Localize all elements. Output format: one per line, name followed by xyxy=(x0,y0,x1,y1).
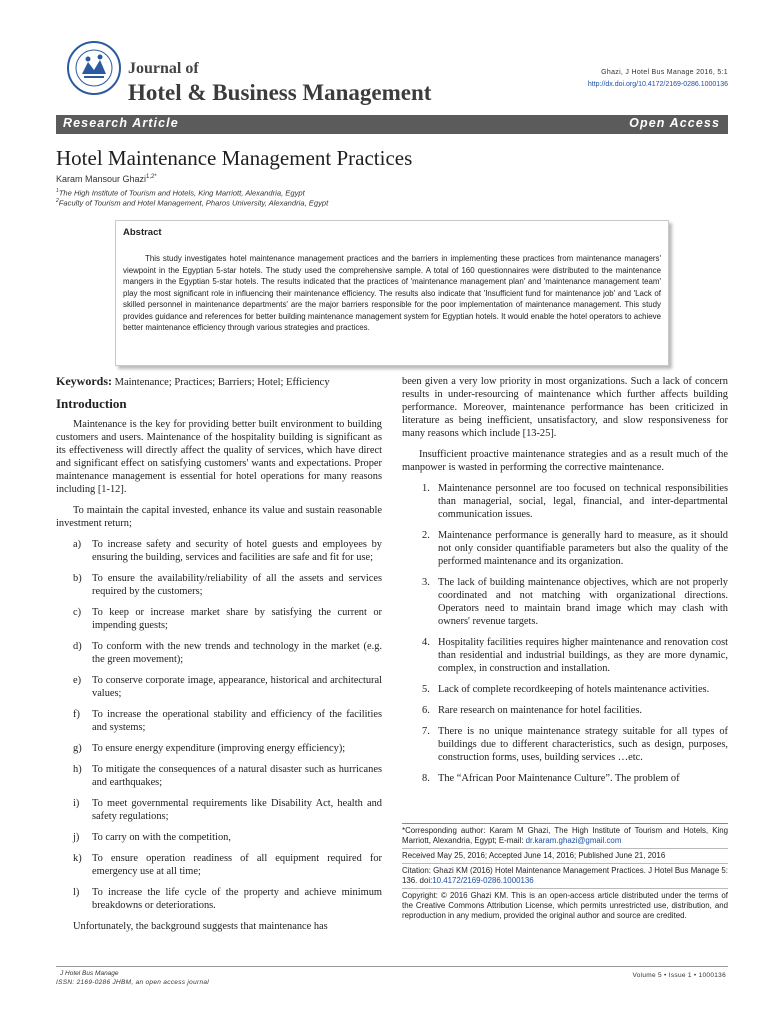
intro-list-text: To increase the operational stability and efficiency of the facilities and systems; xyxy=(92,709,382,733)
right-list-item xyxy=(402,725,728,764)
intro-list-marker: e) xyxy=(73,675,82,686)
intro-list-marker: f) xyxy=(73,709,80,720)
intro-list-text: To meet governmental requirements like Disability Act, health and safety regulations; xyxy=(92,798,382,822)
right-list-text: The “African Poor Maintenance Culture”. The problem of xyxy=(438,773,680,784)
right-list-item xyxy=(402,772,728,785)
footer-journal: J Hotel Bus Manage xyxy=(60,970,119,977)
right-list-item xyxy=(402,704,728,717)
right-list xyxy=(402,482,728,785)
intro-list-text: To carry on with the competition, xyxy=(92,832,231,843)
email-link[interactable]: dr.karam.ghazi@gmail.com xyxy=(525,836,622,845)
intro-list-item xyxy=(56,606,382,632)
right-list-marker: 5. xyxy=(422,684,430,695)
footer-divider xyxy=(56,966,728,967)
author-line xyxy=(56,174,157,184)
introduction-heading: Introduction xyxy=(56,396,127,411)
left-column xyxy=(56,375,382,941)
intro-list-item xyxy=(56,572,382,598)
journal-logo xyxy=(66,40,122,96)
intro-list-text: To keep or increase market share by satisfying the current or impending guests; xyxy=(92,607,382,631)
right-list-item xyxy=(402,529,728,568)
right-list-item xyxy=(402,482,728,521)
right-paragraph-2: Insufficient proactive maintenance strategies and as a result much of the manpower is wasted in performing the corrective maintenance. xyxy=(402,449,728,473)
intro-list-marker: l) xyxy=(73,887,80,898)
keywords: Keywords: Maintenance; Practices; Barriers; Hotel; Efficiency xyxy=(56,374,330,388)
intro-list-marker: b) xyxy=(73,573,82,584)
intro-list-item xyxy=(56,797,382,823)
abstract-heading: Abstract xyxy=(123,227,162,238)
right-paragraph-1: been given a very low priority in most organizations. Such a lack of concern results in under-resourcing of maintenance which further affects building performance. Moreover, maintenance performance has been criticized in literature as being inefficient, unsatisfactory, and slow responsiveness for many reasons which include [13-25]. xyxy=(402,376,728,439)
citation-note: Citation: Ghazi KM (2016) Hotel Maintenance Management Practices. J Hotel Bus Manage 5: 136. doi:10.4172/2169-0286.1000136 xyxy=(402,864,728,889)
right-list-text: Maintenance personnel are too focused on technical responsibilities than managerial, social, legal, financial, and inter-departmental communication issues. xyxy=(438,483,728,520)
right-list-item xyxy=(402,636,728,675)
footer-issn: ISSN: 2169-0286 JHBM, an open access journal xyxy=(56,979,210,986)
footer-volume: Volume 5 • Issue 1 • 1000136 xyxy=(632,972,726,979)
intro-list-item xyxy=(56,674,382,700)
intro-paragraph-1: Maintenance is the key for providing better built environment to building customers and users. Maintenance of the hospitality building is significant as its effectiveness will directly affect the quality of services, which have direct and significant effect on satisfying customers' wants and expectations. Proper maintenance management is essential for hotel operations for many reasons including [1-12]. xyxy=(56,419,382,495)
right-list-marker: 3. xyxy=(422,577,430,588)
intro-list-text: To increase safety and security of hotel guests and employees by ensuring the building, services and facilities are safe and fit for use; xyxy=(92,539,382,563)
right-list-text: There is no unique maintenance strategy suitable for all types of buildings due to different characteristics, such as design, purposes, construction forms, uses, building services …etc. xyxy=(438,726,728,763)
intro-list-marker: j) xyxy=(73,832,80,843)
right-list-item xyxy=(402,576,728,628)
abstract-box xyxy=(115,220,669,366)
intro-paragraph-3: Unfortunately, the background suggests that maintenance has xyxy=(73,921,328,932)
intro-list-text: To increase the life cycle of the property and achieve minimum breakdowns or deteriorations. xyxy=(92,887,382,911)
right-list-marker: 7. xyxy=(422,726,430,737)
right-list-marker: 8. xyxy=(422,773,430,784)
right-list-text: Lack of complete recordkeeping of hotels maintenance activities. xyxy=(438,684,710,695)
intro-list-item xyxy=(56,852,382,878)
right-list-marker: 2. xyxy=(422,530,430,541)
intro-list-text: To conserve corporate image, appearance, historical and architectural values; xyxy=(92,675,382,699)
right-list-text: Maintenance performance is generally hard to measure, as it should not only consider quantifiable parameters but also the quality of the performed maintenance and its organization. xyxy=(438,530,728,567)
intro-list xyxy=(56,538,382,912)
article-title: Hotel Maintenance Management Practices xyxy=(56,146,413,170)
intro-list-item xyxy=(56,742,382,755)
intro-list-item xyxy=(56,886,382,912)
right-list-text: Hospitality facilities requires higher maintenance and renovation cost than residential and industrial buildings, as they are more dynamic, complex, in construction and installation. xyxy=(438,637,728,674)
intro-list-item xyxy=(56,831,382,844)
intro-list-item xyxy=(56,708,382,734)
received-dates: Received May 25, 2016; Accepted June 14, 2016; Published June 21, 2016 xyxy=(402,849,728,864)
abstract-text: This study investigates hotel maintenance management practices and the barriers in implementing these practices from maintenance managers' viewpoint in the Egyptian 5-star hotels. The study used the comprehensive sample. A total of 160 questionnaires were distributed to the maintenance mangers in the Egyptian 5-star hotels. The results indicated that the practices of 'maintenance management plan' and 'maintenance management team' play the most significant role in influencing their maintenance efficiency. The results also indicate that 'Insufficient fund for maintenance job' and 'Lack of skilled personnel in maintenance departments' are the major barriers responsible for the poor implementation of maintenance management. This study provides guidance and references for better building maintenance management system for Egyptian hotels. It would enable the hotel operators to achieve better maintenance efficiency through various strategies and practices. xyxy=(123,254,661,332)
header-citation: Ghazi, J Hotel Bus Manage 2016, 5:1 xyxy=(601,69,728,76)
corresponding-author-note: *Corresponding author: Karam M Ghazi, The High Institute of Tourism and Hotels, King Marriott, Alexandria, Egypt; E-mail: dr.karam.ghazi@gmail.com xyxy=(402,824,728,849)
right-list-marker: 1. xyxy=(422,483,430,494)
intro-list-marker: c) xyxy=(73,607,82,618)
intro-list-marker: d) xyxy=(73,641,82,652)
right-list-text: Rare research on maintenance for hotel facilities. xyxy=(438,705,642,716)
intro-list-text: To mitigate the consequences of a natural disaster such as hurricanes and earthquakes; xyxy=(92,764,382,788)
open-access-label: Open Access xyxy=(629,116,720,130)
intro-list-item xyxy=(56,640,382,666)
intro-list-text: To ensure operation readiness of all equipment required for emergency use at all time; xyxy=(92,853,382,877)
intro-list-item xyxy=(56,538,382,564)
affiliation-1: $^1$The High Institute of Tourism and Hotels, King Marriott, Alexandria, Egypt xyxy=(56,188,305,198)
intro-list-marker: h) xyxy=(73,764,82,775)
citation-doi-link[interactable]: 10.4172/2169-0286.1000136 xyxy=(432,876,534,885)
intro-list-marker: k) xyxy=(73,853,82,864)
right-list-marker: 4. xyxy=(422,637,430,648)
affiliation-2: $^2$Faculty of Tourism and Hotel Management, Pharos University, Alexandria, Egypt xyxy=(56,198,329,208)
intro-list-text: To conform with the new trends and technology in the market (e.g. the green movement); xyxy=(92,641,382,665)
intro-list-marker: g) xyxy=(73,743,82,754)
journal-name: Hotel & Business Management xyxy=(128,80,432,105)
header-doi-link[interactable]: http://dx.doi.org/10.4172/2169-0286.1000136 xyxy=(587,81,728,88)
intro-list-text: To ensure the availability/reliability of all the assets and services required by the customers; xyxy=(92,573,382,597)
author-name: Karam Mansour Ghazi xyxy=(56,174,147,184)
intro-list-item xyxy=(56,763,382,789)
journal-prefix: Journal of xyxy=(128,60,199,77)
research-article-label: Research Article xyxy=(63,116,179,130)
intro-list-marker: a) xyxy=(73,539,82,550)
right-column xyxy=(402,375,728,793)
right-list-item xyxy=(402,683,728,696)
author-sup: 1,2* xyxy=(146,174,157,180)
footnotes xyxy=(402,823,728,923)
copyright-note: Copyright: © 2016 Ghazi KM. This is an open-access article distributed under the terms of the Creative Commons Attribution License, which permits unrestricted use, distribution, and reproduction in any medium, provided the original author and source are credited. xyxy=(402,891,728,920)
article-type-band xyxy=(56,115,728,134)
intro-list-text: To ensure energy expenditure (improving energy efficiency); xyxy=(92,743,346,754)
right-list-text: The lack of building maintenance objectives, which are not properly coordinated and not matching with organizational directions. Operators need to maintain brand image which may clash with owners' revenue targets. xyxy=(438,577,728,627)
intro-list-marker: i) xyxy=(73,798,80,809)
intro-paragraph-2: To maintain the capital invested, enhance its value and sustain reasonable investment return; xyxy=(56,505,382,529)
right-list-marker: 6. xyxy=(422,705,430,716)
